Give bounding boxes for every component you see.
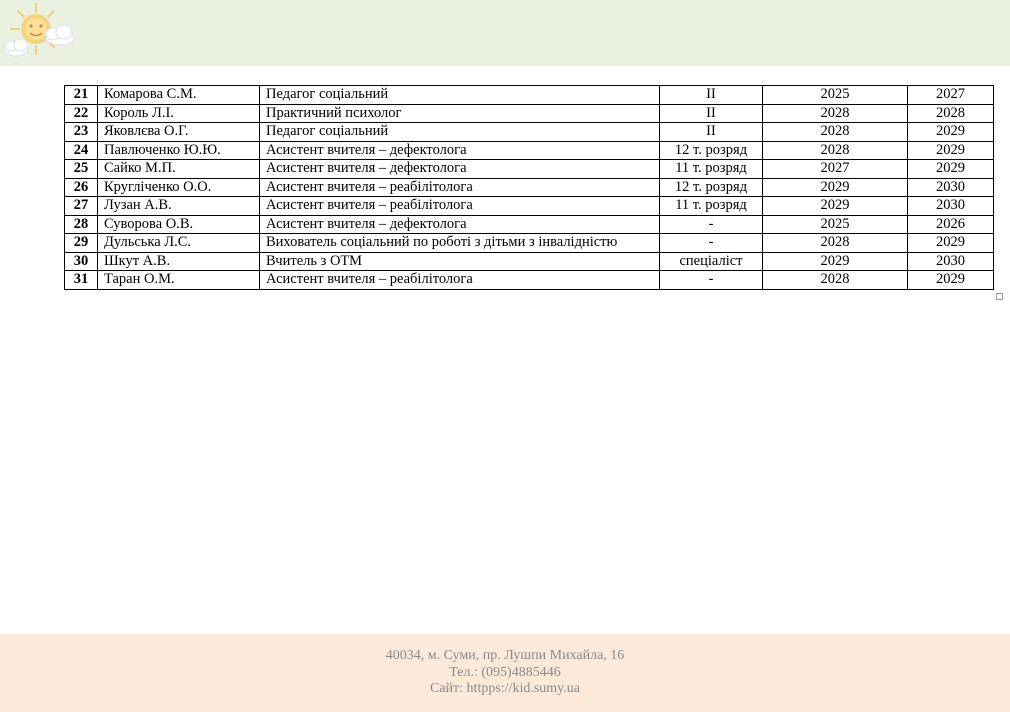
sun-cloud-logo <box>2 0 80 66</box>
row-number-cell: 25 <box>65 160 98 179</box>
year-certified-cell: 2028 <box>763 234 908 253</box>
position-cell: Педагог соціальний <box>260 86 660 105</box>
staff-name-cell: Лузан А.В. <box>98 197 260 216</box>
staff-name-cell: Таран О.М. <box>98 271 260 290</box>
category-cell: 12 т. розряд <box>660 178 763 197</box>
staff-name-cell: Комарова С.М. <box>98 86 260 105</box>
row-number-cell: 21 <box>65 86 98 105</box>
staff-name-cell: Сайко М.П. <box>98 160 260 179</box>
row-number-cell: 22 <box>65 104 98 123</box>
position-cell: Асистент вчителя – дефектолога <box>260 215 660 234</box>
footer-address: 40034, м. Суми, пр. Лушпи Михайла, 16 <box>385 648 625 663</box>
year-certified-cell: 2025 <box>763 215 908 234</box>
position-cell: Педагог соціальний <box>260 123 660 142</box>
year-certified-cell: 2029 <box>763 197 908 216</box>
position-cell: Асистент вчителя – дефектолога <box>260 141 660 160</box>
table-row <box>65 104 994 123</box>
year-certified-cell: 2029 <box>763 252 908 271</box>
table-resize-handle[interactable] <box>996 293 1003 300</box>
category-cell: - <box>660 234 763 253</box>
category-cell: 11 т. розряд <box>660 160 763 179</box>
year-certified-cell: 2029 <box>763 178 908 197</box>
staff-name-cell: Суворова О.В. <box>98 215 260 234</box>
footer-band <box>0 634 1010 712</box>
year-next-cell: 2030 <box>908 178 994 197</box>
year-certified-cell: 2027 <box>763 160 908 179</box>
position-cell: Асистент вчителя – реабілітолога <box>260 271 660 290</box>
row-number-cell: 27 <box>65 197 98 216</box>
staff-name-cell: Дульська Л.С. <box>98 234 260 253</box>
year-next-cell: 2029 <box>908 141 994 160</box>
category-cell: ІІ <box>660 123 763 142</box>
table-row <box>65 160 994 179</box>
row-number-cell: 30 <box>65 252 98 271</box>
row-number-cell: 23 <box>65 123 98 142</box>
table-row <box>65 252 994 271</box>
staff-name-cell: Павлюченко Ю.Ю. <box>98 141 260 160</box>
row-number-cell: 26 <box>65 178 98 197</box>
staff-table <box>64 85 994 290</box>
category-cell: 12 т. розряд <box>660 141 763 160</box>
staff-table-container <box>64 85 994 290</box>
staff-table-body <box>65 86 994 290</box>
category-cell: ІІ <box>660 86 763 105</box>
year-next-cell: 2030 <box>908 252 994 271</box>
row-number-cell: 28 <box>65 215 98 234</box>
row-number-cell: 29 <box>65 234 98 253</box>
table-row <box>65 86 994 105</box>
year-certified-cell: 2025 <box>763 86 908 105</box>
table-row <box>65 178 994 197</box>
table-row <box>65 197 994 216</box>
position-cell: Практичний психолог <box>260 104 660 123</box>
year-next-cell: 2026 <box>908 215 994 234</box>
year-certified-cell: 2028 <box>763 141 908 160</box>
year-next-cell: 2029 <box>908 234 994 253</box>
row-number-cell: 24 <box>65 141 98 160</box>
year-next-cell: 2030 <box>908 197 994 216</box>
table-row <box>65 271 994 290</box>
staff-name-cell: Яковлєва О.Г. <box>98 123 260 142</box>
footer-site: Сайт: httpps://kid.sumy.ua <box>430 681 580 696</box>
table-row <box>65 141 994 160</box>
footer-phone: Тел.: (095)4885446 <box>449 664 561 680</box>
category-cell: ІІ <box>660 104 763 123</box>
year-next-cell: 2028 <box>908 104 994 123</box>
year-next-cell: 2029 <box>908 160 994 179</box>
year-next-cell: 2027 <box>908 86 994 105</box>
category-cell: - <box>660 215 763 234</box>
position-cell: Вихователь соціальний по роботі з дітьми з інвалідністю <box>260 234 660 253</box>
year-next-cell: 2029 <box>908 123 994 142</box>
table-row <box>65 234 994 253</box>
position-cell: Асистент вчителя – реабілітолога <box>260 197 660 216</box>
staff-name-cell: Король Л.І. <box>98 104 260 123</box>
table-row <box>65 123 994 142</box>
category-cell: - <box>660 271 763 290</box>
position-cell: Асистент вчителя – реабілітолога <box>260 178 660 197</box>
row-number-cell: 31 <box>65 271 98 290</box>
year-certified-cell: 2028 <box>763 104 908 123</box>
position-cell: Вчитель з ОТМ <box>260 252 660 271</box>
category-cell: спеціаліст <box>660 252 763 271</box>
year-next-cell: 2029 <box>908 271 994 290</box>
header-band <box>0 0 1010 66</box>
table-row <box>65 215 994 234</box>
position-cell: Асистент вчителя – дефектолога <box>260 160 660 179</box>
staff-name-cell: Шкут А.В. <box>98 252 260 271</box>
year-certified-cell: 2028 <box>763 123 908 142</box>
category-cell: 11 т. розряд <box>660 197 763 216</box>
year-certified-cell: 2028 <box>763 271 908 290</box>
staff-name-cell: Кругліченко О.О. <box>98 178 260 197</box>
